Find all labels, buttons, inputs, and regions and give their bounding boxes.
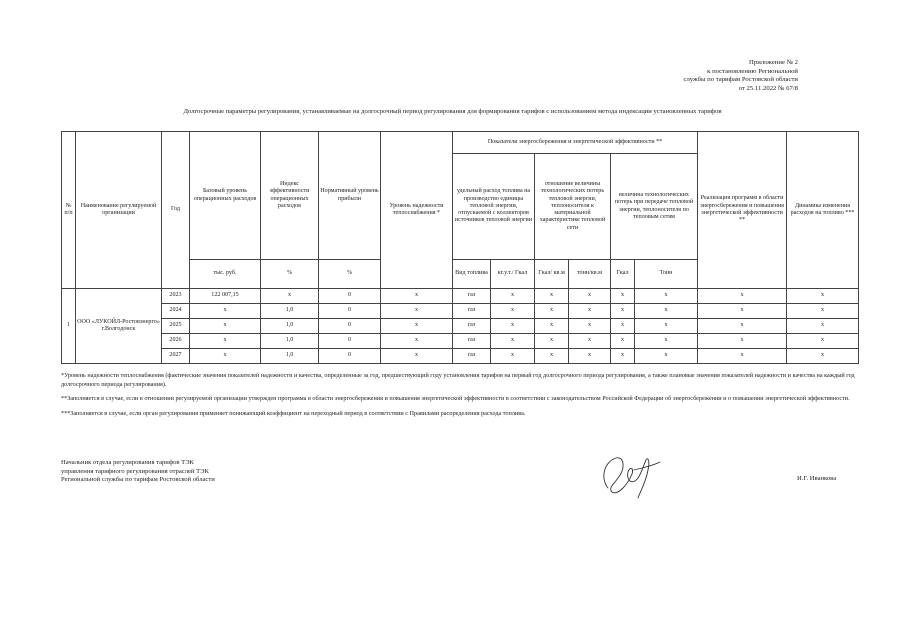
cell-tech-t: x: [635, 349, 698, 364]
footnotes: [61, 372, 858, 424]
cell-loss-gcal: x: [535, 304, 569, 319]
cell-reliability: x: [381, 289, 453, 304]
cell-index: x: [261, 289, 319, 304]
table-row: [62, 319, 859, 334]
header-reduction: Динамика изменения расходов на топливо ***: [787, 132, 859, 289]
cell-reduction: x: [787, 304, 859, 319]
cell-base: x: [190, 304, 261, 319]
cell-year: 2023: [162, 289, 190, 304]
signatory-position: [61, 459, 215, 485]
position-line: Региональной службы по тарифам Ростовской области: [61, 476, 215, 484]
org-name: ООО «ЛУКОЙЛ-Ростовэнерго» г.Волгодонск: [76, 289, 162, 364]
cell-fuel-rate: x: [491, 349, 535, 364]
header-year: Год: [162, 132, 190, 289]
header-tech-losses: величина технологических потерь при передаче тепловой энергии, теплоносителя по тепловым сетям: [611, 154, 698, 260]
header-profit-level: Нормативный уровень прибыли: [319, 132, 381, 260]
unit-tech-t: Тонн: [635, 260, 698, 289]
unit-loss-t: тонн/кв.м: [569, 260, 611, 289]
header-fuel-rate: удельный расход топлива на производство единицы тепловой энергии, отпускаемой с коллекторов источников тепловой энергии: [453, 154, 535, 260]
cell-programs: x: [698, 319, 787, 334]
cell-base: 122 007,15: [190, 289, 261, 304]
header-base-level: Базовый уровень операционных расходов: [190, 132, 261, 260]
cell-profit: 0: [319, 304, 381, 319]
appendix-line: Приложение № 2: [749, 59, 798, 66]
cell-tech-t: x: [635, 334, 698, 349]
cell-programs: x: [698, 289, 787, 304]
org-num: 1: [62, 289, 76, 364]
footnote-energy-program: **Заполняется в случае, если в отношении регулируемой организации утвержден программа в области энергосбережения и повышения энергетической эффективности в соответствии с законодательством Российской Федерации об энергосбережении и о повышении энергетической эффективности.: [61, 395, 850, 403]
unit-fuel-rate: кг.у.т./ Гкал: [491, 260, 535, 289]
cell-loss-gcal: x: [535, 349, 569, 364]
header-loss-ratio: отношение величины технологических потерь тепловой энергии, теплоносителя к материальной характеристике тепловой сети: [535, 154, 611, 260]
table-row: [62, 349, 859, 364]
cell-index: 1,0: [261, 349, 319, 364]
footnote-reliability: *Уровень надежности теплоснабжения (фактические значения показателей надежности и качества, определенные за год, предшествующий году установления тарифов на первый год долгосрочного периода регулирования, а также плановые значения показателей надежности и качества на каждый год долгосрочного периода регулирования).: [61, 372, 855, 388]
cell-profit: 0: [319, 349, 381, 364]
appendix-line: к постановлению Региональной: [707, 67, 798, 75]
cell-reliability: x: [381, 334, 453, 349]
position-line: управления тарифного регулирования отраслей ТЭК: [61, 467, 209, 475]
cell-year: 2027: [162, 349, 190, 364]
cell-loss-gcal: x: [535, 319, 569, 334]
cell-year: 2024: [162, 304, 190, 319]
cell-loss-t: x: [569, 304, 611, 319]
cell-tech-t: x: [635, 304, 698, 319]
handwritten-signature: [594, 448, 668, 500]
cell-tech-gcal: x: [611, 319, 635, 334]
appendix-reference: [618, 59, 798, 93]
unit-base-level: тыс. руб.: [190, 260, 261, 289]
cell-profit: 0: [319, 319, 381, 334]
cell-tech-gcal: x: [611, 289, 635, 304]
cell-loss-t: x: [569, 289, 611, 304]
table-row: [62, 304, 859, 319]
cell-profit: 0: [319, 289, 381, 304]
cell-reliability: x: [381, 304, 453, 319]
cell-reduction: x: [787, 334, 859, 349]
header-reliability: Уровень надежности теплоснабжения *: [381, 132, 453, 289]
cell-base: x: [190, 319, 261, 334]
document-title: Долгосрочные параметры регулирования, устанавливаемые на долгосрочный период регулирования для формирования тарифов с использованием метода индексации установленных тарифов: [183, 108, 722, 115]
parameters-table: [61, 131, 859, 364]
cell-fuel: газ: [453, 349, 491, 364]
cell-reduction: x: [787, 349, 859, 364]
unit-tech-gcal: Гкал: [611, 260, 635, 289]
cell-loss-t: x: [569, 349, 611, 364]
cell-programs: x: [698, 334, 787, 349]
table-row: [62, 289, 859, 304]
cell-fuel: газ: [453, 319, 491, 334]
cell-reduction: x: [787, 289, 859, 304]
unit-profit-level: %: [319, 260, 381, 289]
cell-fuel: газ: [453, 289, 491, 304]
cell-fuel-rate: x: [491, 289, 535, 304]
signatory-name: И.Г. Иванкова: [797, 475, 837, 482]
cell-loss-t: x: [569, 334, 611, 349]
cell-index: 1,0: [261, 304, 319, 319]
cell-loss-t: x: [569, 319, 611, 334]
cell-base: x: [190, 334, 261, 349]
cell-profit: 0: [319, 334, 381, 349]
cell-reliability: x: [381, 349, 453, 364]
cell-year: 2025: [162, 319, 190, 334]
cell-programs: x: [698, 304, 787, 319]
cell-tech-t: x: [635, 319, 698, 334]
cell-fuel-rate: x: [491, 334, 535, 349]
header-num: № п/п: [62, 132, 76, 289]
cell-index: 1,0: [261, 334, 319, 349]
header-efficiency-index: Индекс эффективности операционных расходов: [261, 132, 319, 260]
appendix-line: службы по тарифам Ростовской области: [683, 76, 798, 84]
cell-tech-gcal: x: [611, 349, 635, 364]
cell-fuel-rate: x: [491, 304, 535, 319]
unit-efficiency-index: %: [261, 260, 319, 289]
cell-index: 1,0: [261, 319, 319, 334]
cell-tech-gcal: x: [611, 304, 635, 319]
cell-reliability: x: [381, 319, 453, 334]
cell-tech-t: x: [635, 289, 698, 304]
header-programs: Реализация программ в области энергосбережения и повышения энергетической эффективности **: [698, 132, 787, 289]
header-energy-group: Показатели энергосбережения и энергетической эффективности **: [453, 132, 698, 154]
cell-fuel: газ: [453, 304, 491, 319]
table-row: [62, 334, 859, 349]
appendix-line: от 25.11.2022 № 67/8: [738, 84, 798, 92]
footnote-fuel-reduction: ***Заполняется в случае, если орган регулирования применяет понижающий коэффициент на переходный период в соответствии с Правилами распределения расхода топлива.: [61, 409, 526, 417]
unit-loss-gcal: Гкал/ кв.м: [535, 260, 569, 289]
cell-fuel-rate: x: [491, 319, 535, 334]
cell-loss-gcal: x: [535, 289, 569, 304]
cell-year: 2026: [162, 334, 190, 349]
cell-tech-gcal: x: [611, 334, 635, 349]
cell-fuel: газ: [453, 334, 491, 349]
cell-reduction: x: [787, 319, 859, 334]
unit-fuel-type: Вид топлива: [453, 260, 491, 289]
cell-loss-gcal: x: [535, 334, 569, 349]
cell-programs: x: [698, 349, 787, 364]
position-line: Начальник отдела регулирования тарифов ТЭК: [61, 459, 194, 466]
header-organization: Наименование регулируемой организации: [76, 132, 162, 289]
cell-base: x: [190, 349, 261, 364]
